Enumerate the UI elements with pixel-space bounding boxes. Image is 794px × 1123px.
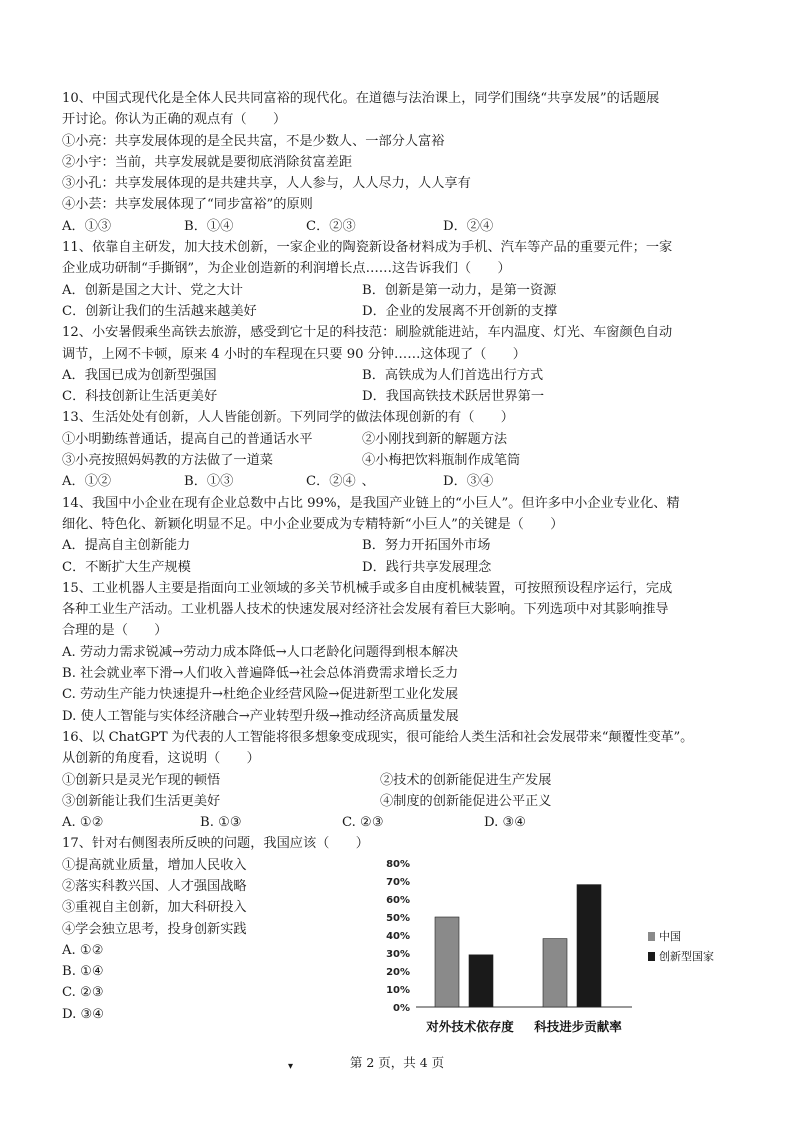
question-11	[62, 237, 742, 322]
y-tick-label: 0%	[393, 1003, 410, 1015]
bar-chart	[368, 855, 748, 1045]
q17-option-b[interactable]: B. ①④	[62, 964, 104, 980]
q13-statement-2: ②小刚找到新的解题方法	[362, 431, 508, 447]
q13-stem: 13、生活处处有创新，人人皆能创新。下列同学的做法体现创新的有（ ）	[62, 410, 514, 426]
q10-statement-1: ①小亮：共享发展体现的是全民共富，不是少数人、一部分人富裕	[62, 133, 445, 149]
y-tick-label: 80%	[386, 859, 410, 871]
q13-statement-1: ①小明勤练普通话，提高自己的普通话水平	[62, 431, 313, 447]
q16-statements-row1	[62, 770, 742, 791]
bar-0-1	[469, 955, 493, 1007]
q14-option-a[interactable]: A．提高自主创新能力	[62, 538, 191, 554]
y-tick-label: 60%	[386, 895, 410, 907]
question-15	[62, 578, 742, 727]
q16-stem-line1: 16、以 ChatGPT 为代表的人工智能将很多想象变成现实，很可能给人类生活和社会发展带来“颠覆性变革”。	[62, 729, 694, 745]
q16-statement-1: ①创新只是灵光乍现的顿悟	[62, 772, 221, 788]
legend-swatch	[648, 952, 655, 961]
q17-option-c[interactable]: C. ②③	[62, 985, 104, 1001]
q17-statement-2: ②落实科教兴国、人才强国战略	[62, 878, 247, 894]
q12-option-d[interactable]: D．我国高铁技术跃居世界第一	[362, 389, 545, 405]
q12-options-row2	[62, 386, 742, 407]
exam-page	[62, 88, 742, 1033]
q15-option-d[interactable]: D. 使人工智能与实体经济融合→产业转型升级→推动经济高质量发展	[62, 708, 459, 724]
q15-stem-line2: 各种工业生产活动。工业机器人技术的快速发展对经济社会发展有着巨大影响。下列选项中对其影响推导	[62, 602, 669, 618]
bar-1-1	[577, 885, 601, 1007]
q13-option-d[interactable]: D．③④	[443, 474, 494, 490]
q17-statement-3: ③重视自主创新，加大科研投入	[62, 900, 247, 916]
q13-statement-3: ③小亮按照妈妈教的方法做了一道菜	[62, 453, 273, 469]
q17-statement-4: ④学会独立思考，投身创新实践	[62, 921, 247, 937]
q14-option-b[interactable]: B．努力开拓国外市场	[362, 538, 491, 554]
bar-chart-svg	[368, 855, 748, 1045]
q13-statement-4: ④小梅把饮料瓶制作成笔筒	[362, 453, 521, 469]
q13-statements-row2	[62, 450, 742, 471]
x-category-label: 对外技术依存度	[426, 1019, 514, 1035]
y-tick-label: 10%	[386, 985, 410, 997]
q14-options-row2	[62, 557, 742, 578]
q10-option-a[interactable]: A．①③	[62, 218, 112, 234]
q16-option-b[interactable]: B. ①③	[200, 815, 242, 831]
q12-options-row1	[62, 365, 742, 386]
q14-stem-line1: 14、我国中小企业在现有企业总数中占比 99%，是我国产业链上的“小巨人”。但许多中小企业专业化、精	[62, 495, 680, 511]
q17-stem: 17、针对右侧图表所反映的问题，我国应该（ ）	[62, 836, 369, 852]
question-13	[62, 407, 742, 492]
question-14	[62, 493, 742, 578]
q10-option-c[interactable]: C．②③	[306, 218, 356, 234]
q14-options-row1	[62, 535, 742, 556]
q17-option-d[interactable]: D. ③④	[62, 1006, 105, 1022]
q12-option-b[interactable]: B．高铁成为人们首选出行方式	[362, 367, 544, 383]
bar-1-0	[543, 939, 567, 1007]
q13-option-c[interactable]: C．②④	[306, 474, 356, 490]
q14-stem-line2: 细化、特色化、新颖化明显不足。中小企业要成为专精特新“小巨人”的关键是（ ）	[62, 516, 564, 532]
q17-text	[62, 833, 382, 1025]
q10-stem-line2: 开讨论。你认为正确的观点有（ ）	[62, 112, 287, 128]
q17-statement-1: ①提高就业质量，增加人民收入	[62, 857, 247, 873]
q10-option-d[interactable]: D．②④	[443, 218, 494, 234]
footer-mark: ▾	[288, 1061, 294, 1072]
q11-option-a[interactable]: A．创新是国之大计、党之大计	[62, 282, 243, 298]
q12-option-a[interactable]: A．我国已成为创新型强国	[62, 367, 217, 383]
q10-statement-4: ④小芸：共享发展体现了“同步富裕”的原则	[62, 197, 313, 213]
question-17	[62, 833, 742, 1033]
legend-label: 创新型国家	[659, 950, 714, 964]
q10-statement-2: ②小宇：当前，共享发展就是要彻底消除贫富差距	[62, 154, 353, 170]
q16-option-d[interactable]: D. ③④	[484, 815, 527, 831]
q13-options	[62, 471, 742, 492]
legend-swatch	[648, 932, 655, 941]
y-tick-label: 40%	[386, 931, 410, 943]
bar-0-0	[435, 917, 459, 1007]
q11-option-b[interactable]: B．创新是第一动力，是第一资源	[362, 282, 557, 298]
q15-stem-line3: 合理的是（ ）	[62, 623, 168, 639]
x-category-label: 科技进步贡献率	[534, 1019, 622, 1035]
q13-option-b[interactable]: B．①③	[184, 474, 234, 490]
q15-option-a[interactable]: A. 劳动力需求锐减→劳动力成本降低→人口老龄化问题得到根本解决	[62, 644, 459, 660]
q11-option-d[interactable]: D．企业的发展离不开创新的支撑	[362, 303, 558, 319]
q13-option-c-wrap	[306, 471, 443, 492]
page-footer: 第 2 页，共 4 页	[349, 1055, 445, 1070]
q16-statements-row2	[62, 791, 742, 812]
y-tick-label: 70%	[386, 877, 410, 889]
q15-option-b[interactable]: B. 社会就业率下滑→人们收入普遍降低→社会总体消费需求增长乏力	[62, 666, 459, 682]
q16-option-a[interactable]: A. ①②	[62, 815, 104, 831]
q12-option-c[interactable]: C．科技创新让生活更美好	[62, 389, 218, 405]
q15-option-c[interactable]: C. 劳动生产能力快速提升→杜绝企业经营风险→促进新型工业化发展	[62, 687, 459, 703]
q17-option-a[interactable]: A. ①②	[62, 942, 104, 958]
q11-options-row2	[62, 301, 742, 322]
q10-options	[62, 216, 742, 237]
y-tick-label: 50%	[386, 913, 410, 925]
q16-statement-2: ②技术的创新能促进生产发展	[380, 772, 552, 788]
q13-statements-row1	[62, 429, 742, 450]
q16-options	[62, 812, 742, 833]
stray-mark: 、	[361, 474, 375, 490]
question-10	[62, 88, 742, 237]
q16-statement-4: ④制度的创新能促进公平正义	[380, 793, 552, 809]
q12-stem-line1: 12、小安暑假乘坐高铁去旅游，感受到它十足的科技范：刷脸就能进站，车内温度、灯光、车窗颜色自动	[62, 325, 673, 341]
q16-stem-line2: 从创新的角度看，这说明（ ）	[62, 751, 260, 767]
q11-option-c[interactable]: C．创新让我们的生活越来越美好	[62, 303, 257, 319]
question-16	[62, 727, 742, 833]
q16-option-c[interactable]: C. ②③	[342, 815, 384, 831]
q12-stem-line2: 调节，上网不卡顿，原来 4 小时的车程现在只要 90 分钟……这体现了（ ）	[62, 346, 526, 362]
q15-stem-line1: 15、工业机器人主要是指面向工业领域的多关节机械手或多自由度机械装置，可按照预设程序运行，完成	[62, 580, 673, 596]
question-12	[62, 322, 742, 407]
y-tick-label: 30%	[386, 949, 410, 961]
q11-stem-line2: 企业成功研制“手撕钢”，为企业创造新的利润增长点……这告诉我们（ ）	[62, 261, 511, 277]
q11-options-row1	[62, 280, 742, 301]
q10-stem-line1: 10、中国式现代化是全体人民共同富裕的现代化。在道德与法治课上，同学们围绕“共享发展”的话题展	[62, 91, 660, 106]
q10-option-b[interactable]: B．①④	[184, 218, 234, 234]
q14-option-d[interactable]: D．践行共享发展理念	[362, 559, 492, 575]
q10-statement-3: ③小孔：共享发展体现的是共建共享，人人参与，人人尽力，人人享有	[62, 176, 471, 192]
q16-statement-3: ③创新能让我们生活更美好	[62, 793, 221, 809]
legend-label: 中国	[659, 930, 681, 944]
q11-stem-line1: 11、依靠自主研发，加大技术创新，一家企业的陶瓷新设备材料成为手机、汽车等产品的重要元件；一家	[62, 240, 673, 256]
q14-option-c[interactable]: C．不断扩大生产规模	[62, 559, 191, 575]
q13-option-a[interactable]: A．①②	[62, 474, 112, 490]
y-tick-label: 20%	[386, 967, 410, 979]
